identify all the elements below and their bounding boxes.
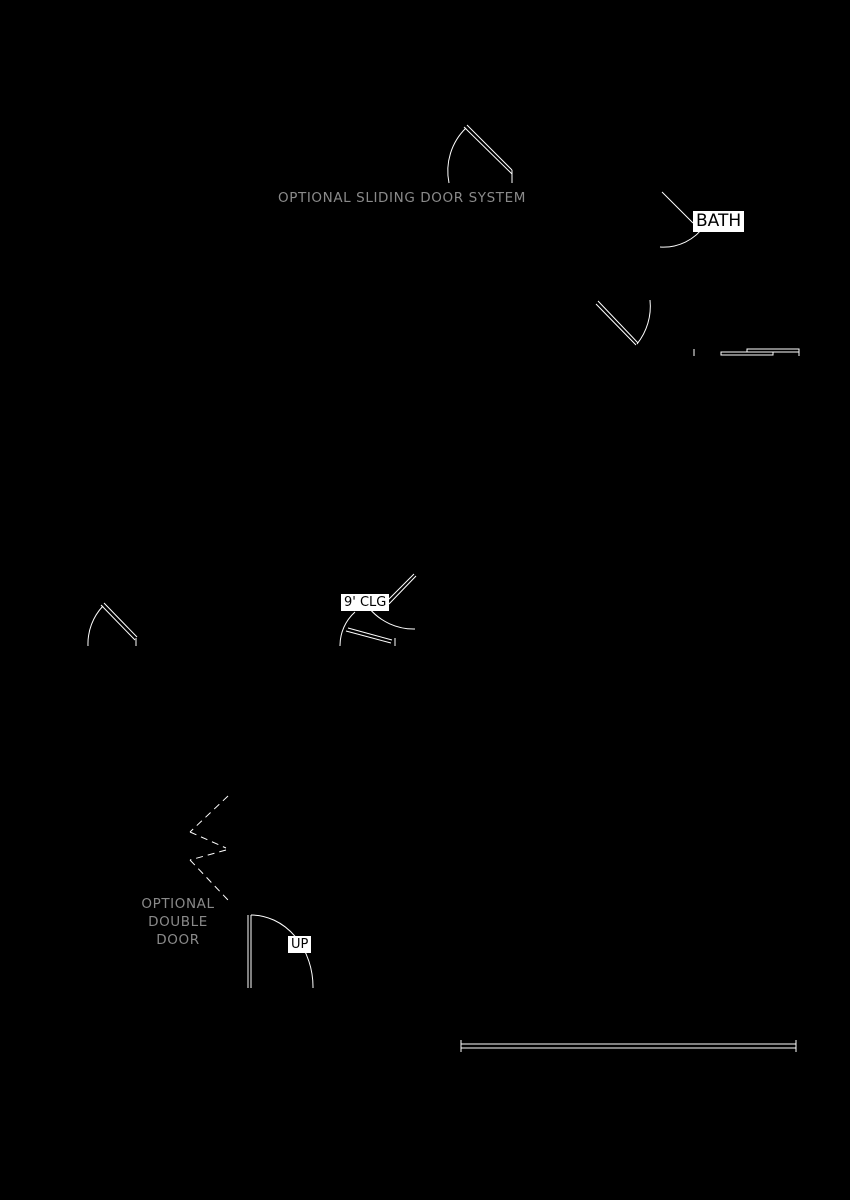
- door-swing-bath-leaf: [662, 192, 693, 223]
- sliding-door-label: OPTIONAL SLIDING DOOR SYSTEM: [278, 190, 526, 206]
- door-swing-closet-leaf: [596, 301, 638, 345]
- door-swing-top: [448, 125, 512, 183]
- double-door-label: OPTIONAL DOUBLE DOOR: [141, 896, 215, 948]
- door-swing-left-leaf: [101, 603, 137, 640]
- door-swing-left-arc: [88, 606, 103, 646]
- ceiling-height-tag: 9' CLG: [341, 594, 389, 611]
- door-swing-top-leaf: [464, 125, 512, 174]
- door-swing-closet: [596, 300, 650, 345]
- door-swing-closet-arc: [637, 300, 650, 344]
- door-swing-center-leaf-b: [346, 628, 392, 643]
- door-swing-left: [88, 603, 137, 646]
- closet-slider-track: [694, 349, 799, 356]
- stair-up-tag: UP: [288, 936, 311, 953]
- bottom-wall-window: [461, 1040, 796, 1052]
- door-swing-center-arc-a: [369, 608, 415, 629]
- door-swing-top-arc: [448, 128, 466, 183]
- door-swing-center-leaf-a: [386, 574, 416, 604]
- bath-room-tag: BATH: [693, 211, 744, 232]
- double-door-dashed: [190, 796, 228, 900]
